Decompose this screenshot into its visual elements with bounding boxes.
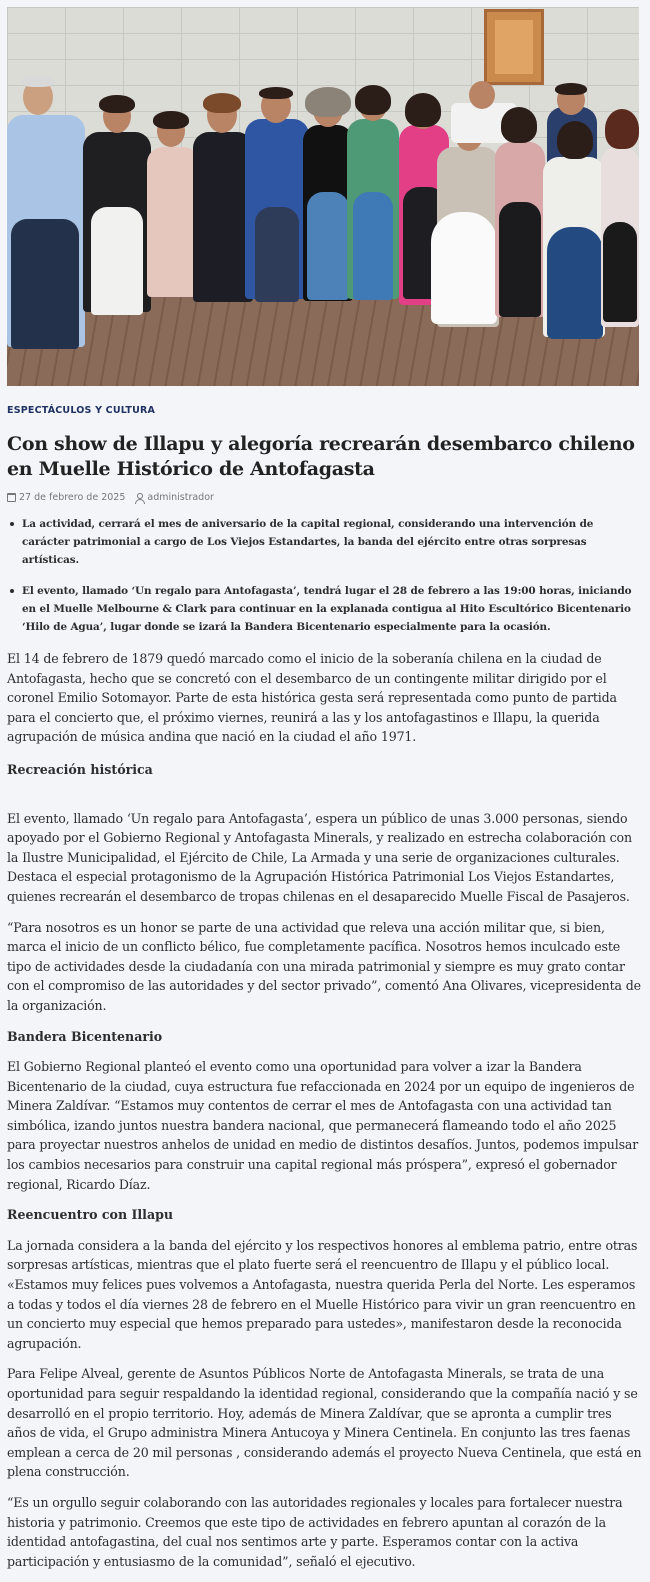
person-hair [405, 93, 441, 127]
paragraph: La jornada considera a la banda del ejército y los respectivos honores al emblema patrio, entre otras sorpresas artísticas, mientras que el plato fuerte será el reencuentro de Illapu y el público local. «Estamos muy felices pues volvemos a Antofagasta, nuestra querida Perla del Norte. Les esperamos a todas y todos el día viernes 28 de febrero en el Muelle Histórico para vivir un gran reencuentro en un concierto muy especial que hemos preparado para ustedes», manifestaron desde la reconocida agrupación. [7, 1237, 638, 1351]
person-hair [203, 93, 241, 113]
wall-plaque [484, 9, 544, 85]
person [11, 219, 79, 349]
paragraph: El evento, llamado ‘Un regalo para Antofagasta’, espera un público de unas 3.000 personas, siendo apoyado por el Gobierno Regional y Antofagasta Minerals, y realizado en estrecha colaboración con la Ilustre Municipalidad, el Ejército de Chile, La Armada y una serie de organizaciones culturales. Destaca el especial protagonismo de la Agrupación Histórica Patrimonial Los Viejos Estandartes, quienes recrearán el desembarco de tropas chilenas en el desaparecido Muelle Fiscal de Pasajeros. [7, 810, 632, 904]
paragraph: “Para nosotros es un honor se parte de una actividad que releva una acción militar que, si bien, marca el inicio de un conflicto bélico, fue completamente pacífica. Nosotros hemos inculcado este tipo de actividades desde la ciudadanía con una mirada patrimonial y siempre es muy grato contar con el compromiso de las autoridades y del sector privado”, comentó Ana Olivares, vicepresidenta de la organización. [7, 919, 641, 1013]
person-hair [153, 111, 189, 129]
person [499, 202, 541, 317]
hero-photo [7, 7, 639, 386]
person [307, 192, 349, 300]
person-hair [557, 121, 593, 159]
summary-item: La actividad, cerrará el mes de aniversario de la capital regional, considerando una intervención de carácter patrimonial a cargo de Los Viejos Estandartes, la banda del ejército entre otras sorpresas artísticas. [7, 515, 643, 569]
summary-item: El evento, llamado ‘Un regalo para Antofagasta’, tendrá lugar el 28 de febrero a las 19:00 horas, iniciando en el Muelle Melbourne & Clark para continuar en la explanada contigua al Hito Escultórico Bicentenario ‘Hilo de Agua’, lugar donde se izará la Bandera Bicentenario especialmente para la ocasión. [7, 582, 643, 636]
article-date[interactable]: 27 de febrero de 2025 [19, 492, 126, 503]
calendar-icon [7, 493, 16, 502]
person-hair [355, 85, 391, 115]
person [547, 227, 603, 339]
article-author[interactable]: administrador [147, 492, 214, 503]
person-hair [259, 87, 293, 99]
paragraph: Para Felipe Alveal, gerente de Asuntos Públicos Norte de Antofagasta Minerals, se trata de una oportunidad para seguir respaldando la identidad regional, considerando que la compañía nació y se desarrolló en el propio territorio. Hoy, además de Minera Zaldívar, que se apronta a cumplir tres años de vida, el Grupo administra Minera Antucoya y Minera Centinela. En conjunto las tres faenas emplean a cerca de 20 mil personas , considerando además el proyecto Nueva Centinela, que está en plena construcción. [7, 1366, 642, 1480]
person [91, 207, 143, 315]
paragraph: El 14 de febrero de 1879 quedó marcado como el inicio de la soberanía chilena en la ciudad de Antofagasta, hecho que se concretó con el desembarco de un contingente militar dirigido por el coronel Emilio Sotomayor. Parte de esta histórica gesta será representada como punto de partida para el concierto que, el próximo viernes, reunirá a las y los antofagastinos e Illapu, la querida agrupación de música andina que nació en la ciudad el año 1971. [7, 651, 617, 745]
paragraph: El Gobierno Regional planteó el evento como una oportunidad para volver a izar la Bandera Bicentenario de la ciudad, cuya estructura fue refaccionada en 2024 por un equipo de ingenieros de Minera Zaldívar. “Estamos muy contentos de cerrar el mes de Antofagasta con una actividad tan simbólica, izando juntos nuestra bandera nacional, que permanecerá flameando todo el año 2025 para proyectar nuestros anhelos de unidad en medio de distintos desafíos. Juntos, podemos impulsar los cambios necesarios para construir una capital regional más próspera”, expresó el gobernador regional, Ricardo Díaz. [7, 1059, 639, 1192]
person-hair [555, 83, 587, 95]
person-hair [305, 87, 351, 117]
section-heading: Recreación histórica [7, 761, 153, 777]
person [255, 207, 299, 302]
person-hair [21, 75, 55, 87]
paragraph: “Es un orgullo seguir colaborando con las autoridades regionales y locales para fortalecer nuestra historia y patrimonio. Creemos que este tipo de actividades en febrero apuntan al corazón de la identidad antofagastina, del cual nos sentimos arte y parte. Esperamos contar con la activa participación y entusiasmo de la comunidad”, señaló el ejecutivo. [7, 1494, 623, 1569]
summary-list [7, 515, 643, 636]
person [147, 147, 199, 297]
person-hair [99, 95, 135, 113]
person [431, 212, 497, 324]
person-head [469, 81, 495, 109]
person [193, 132, 253, 302]
article-title: Con show de Illapu y alegoría recrearán desembarco chileno en Muelle Histórico de Antofagasta [7, 433, 635, 480]
category-label[interactable]: ESPECTÁCULOS Y CULTURA [7, 405, 156, 416]
person [353, 192, 393, 300]
user-icon [135, 493, 144, 502]
article-meta [7, 492, 643, 503]
section-heading: Bandera Bicentenario [7, 1028, 163, 1044]
person-hair [501, 107, 537, 143]
person-hair [605, 109, 639, 149]
section-heading: Reencuentro con Illapu [7, 1207, 174, 1223]
person [603, 222, 637, 322]
